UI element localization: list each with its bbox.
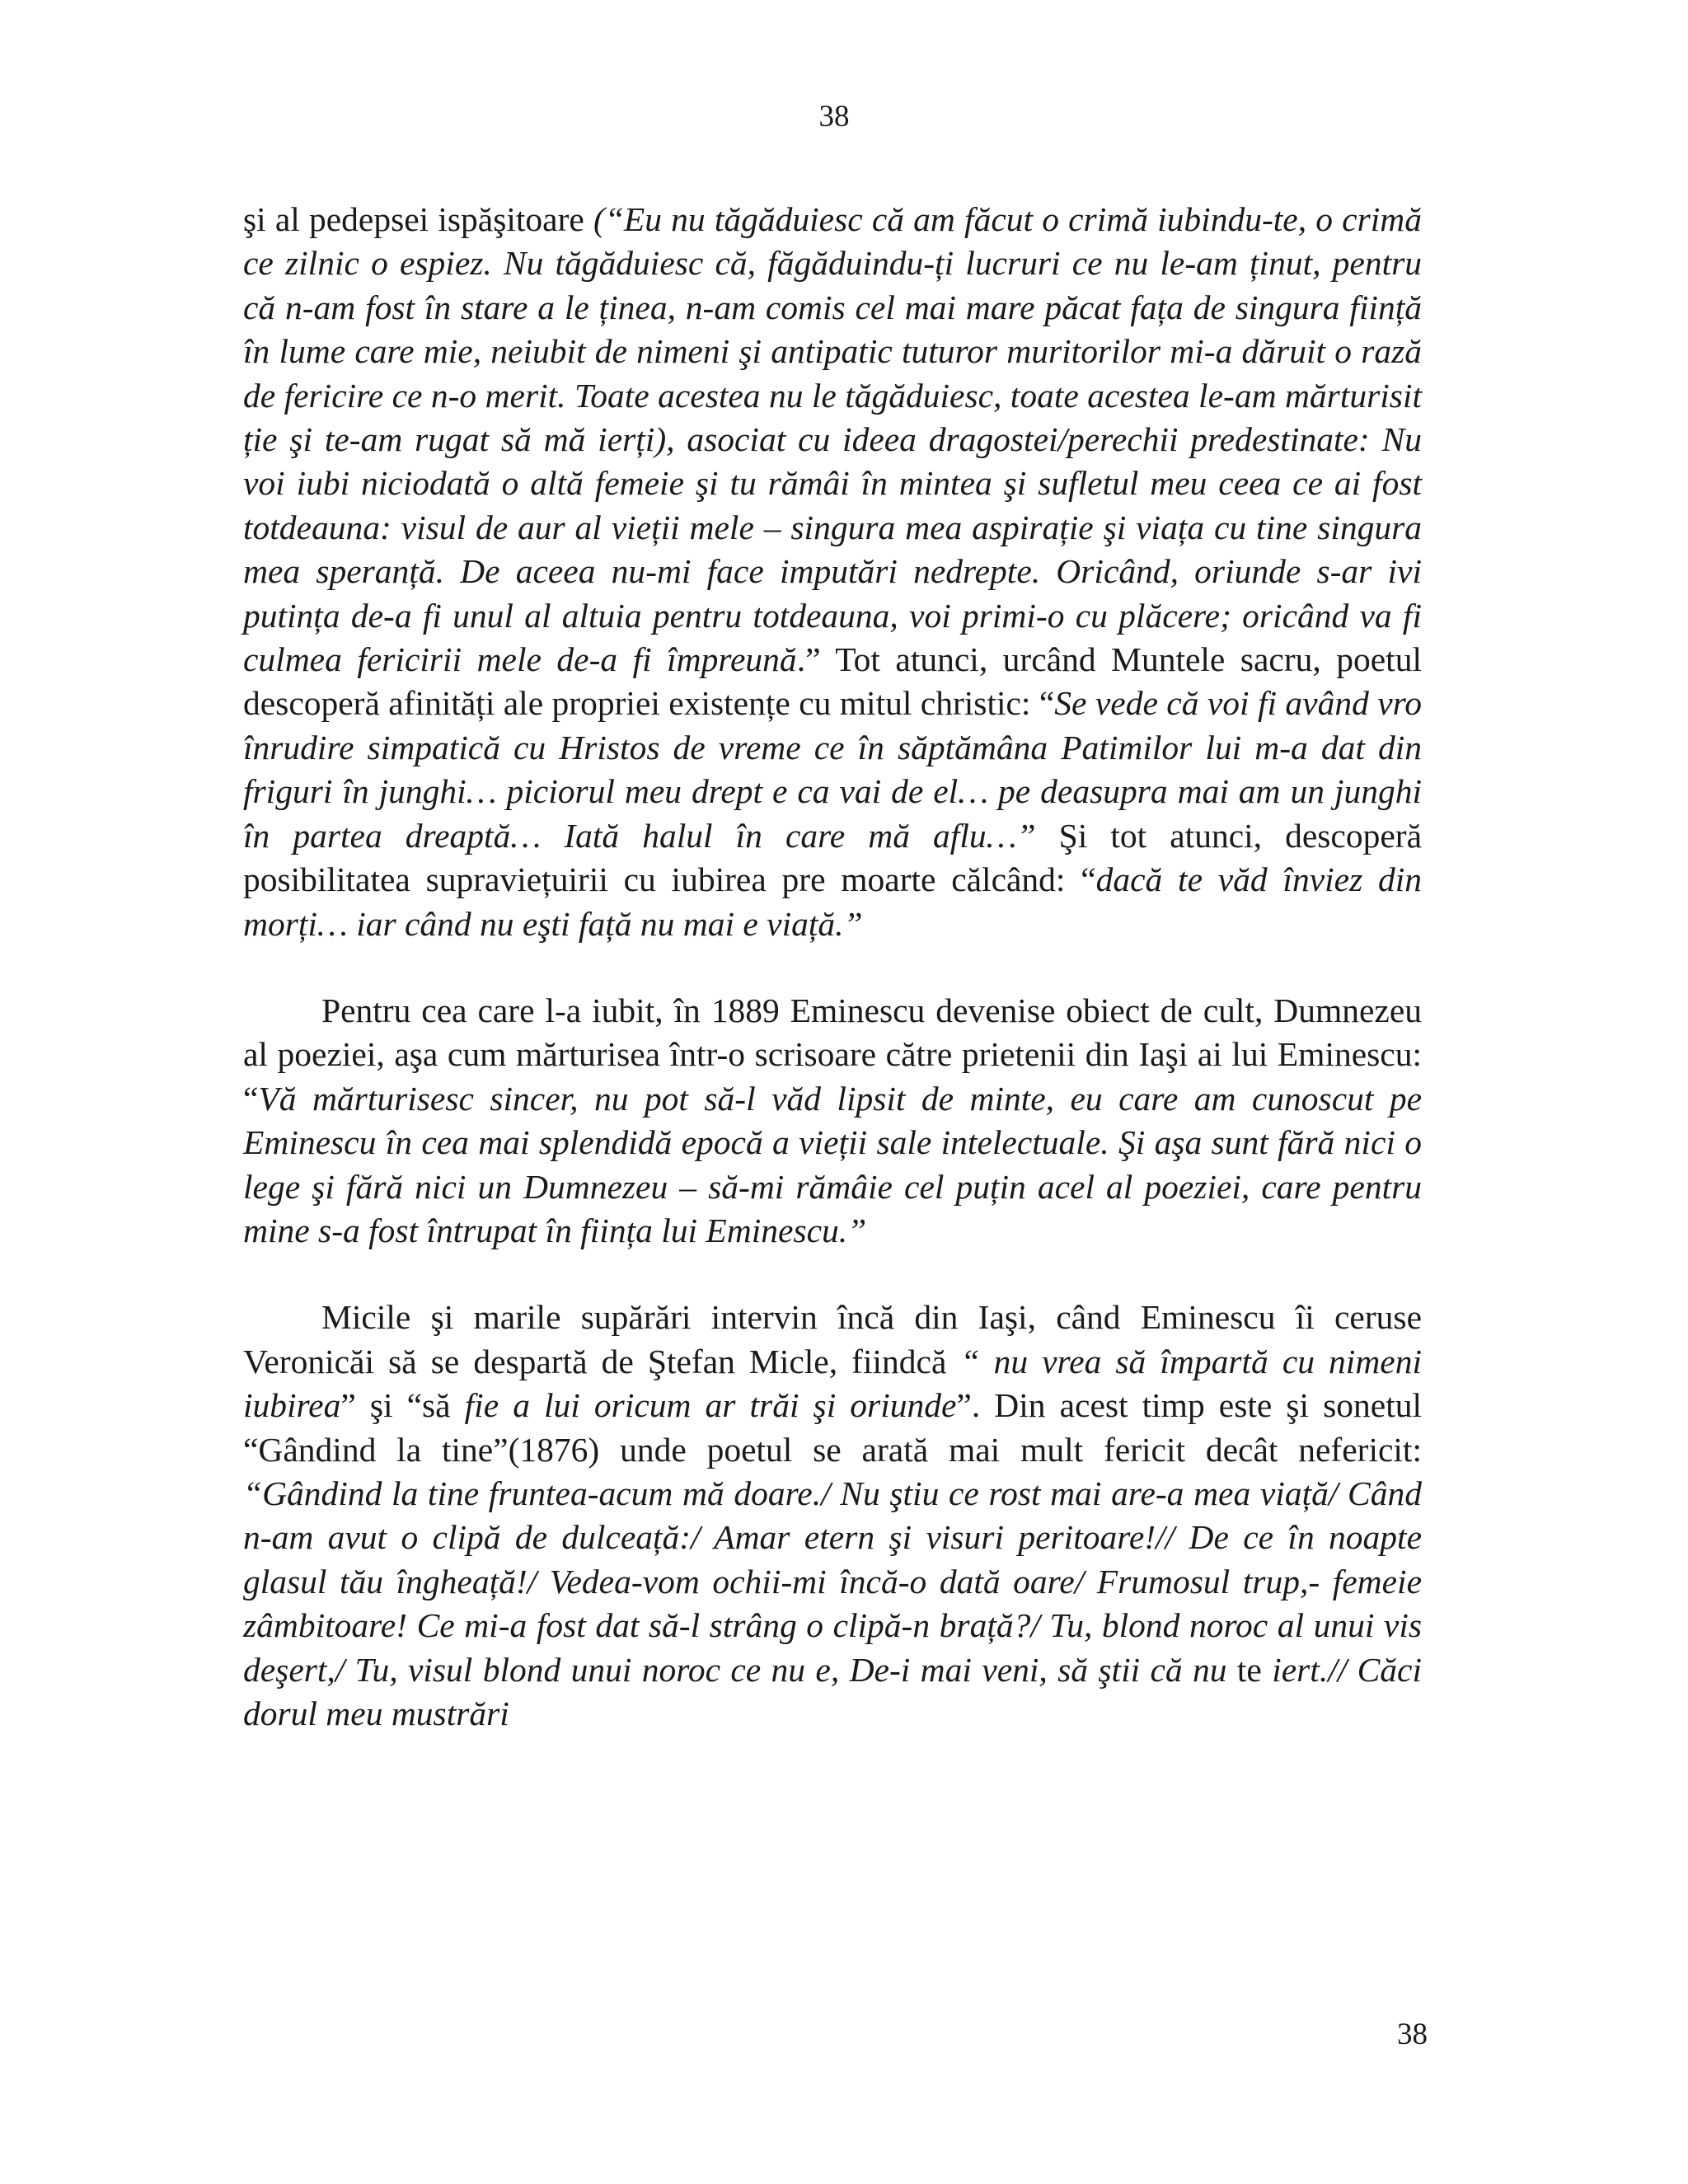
- text-run: ” şi “să: [340, 1386, 465, 1425]
- text-run: te: [1236, 1650, 1273, 1689]
- paragraph-2: [243, 989, 1422, 1253]
- text-run-italic: Vă mărturisesc sincer, nu pot să-l văd lipsit de minte, eu care am cunoscut pe Eminescu în cea mai splendidă epocă a vieții sale intelectuale. Şi aşa sunt fără nici o lege şi fără nici un Dumnezeu – să-mi rămâie cel puțin acel al poeziei, care pentru mine s-a fost întrupat în ființa lui Eminescu.”: [243, 1079, 1422, 1249]
- paragraph-1: [243, 198, 1422, 946]
- page-number-top: 38: [818, 100, 850, 134]
- text-run: .” Tot atunci, urcând Muntele sacru, poetul descoperă afinități ale propriei existențe cu mitul christic: “: [243, 640, 1422, 723]
- text-run: şi al pedepsei ispăşitoare: [243, 200, 593, 238]
- text-run-italic: “ nu vrea să împartă cu nimeni iubirea: [243, 1342, 1422, 1425]
- text-run-italic: iert.// Căci dorul meu mustrări: [243, 1650, 1422, 1732]
- text-run-italic: Se vede că voi fi având vro înrudire simpatică cu Hristos de vreme ce în săptămâna Patimilor lui m-a dat din friguri în junghi… piciorul meu drept e ca vai de el… pe deasupra mai am un junghi în partea dreaptă… Iată halul în care mă aflu…”: [243, 684, 1423, 855]
- text-run: Micile şi marile supărări intervin încă din Iaşi, când Eminescu îi ceruse Veronicăi să se despartă de Ştefan Micle, fiindcă: [243, 1298, 1422, 1380]
- page-number-bottom: 38: [1397, 2018, 1428, 2051]
- paragraph-3: [243, 1296, 1422, 1736]
- text-run: Şi tot atunci, descoperă posibilitatea supraviețuirii cu iubirea pre moarte călcând: “: [243, 816, 1423, 899]
- text-run-italic: fie a lui oricum ar trăi şi oriunde: [464, 1386, 957, 1425]
- text-run-italic: dacă te văd înviez din morți… iar când nu eşti față nu mai e viață.”: [243, 860, 1422, 943]
- text-run-italic: (“Eu nu tăgăduiesc că am făcut o crimă iubindu-te, o crimă ce zilnic o espiez. Nu tăgăduiesc că, făgăduindu-ți lucruri ce nu le-am ținut, pentru că n-am fost în stare a le ținea, n-am comis cel mai mare păcat fața de singura ființă în lume care mie, neiubit de nimeni şi antipatic tuturor muritorilor mi-a dăruit o rază de fericire ce n-o merit. Toate acestea nu le tăgăduiesc, toate acestea le-am mărturisit ție şi te-am rugat să mă ierți), asociat cu ideea dragostei/perechii predestinate: Nu voi iubi niciodată o altă femeie şi tu rămâi în mintea şi sufletul meu ceea ce ai fost totdeauna: visul de aur al vieții mele – singura mea aspirație şi viața cu tine singura mea speranță. De aceea nu-mi face imputări nedrepte. Oricând, oriunde s-ar ivi putința de-a fi unul al altuia pentru totdeauna, voi primi-o cu plăcere; oricând va fi culmea fericirii mele de-a fi împreună: [243, 200, 1423, 679]
- text-run: ”. Din acest timp este şi sonetul “Gândind la tine”(1876) unde poetul se arată mai mult fericit decât nefericit:: [243, 1386, 1423, 1469]
- text-run-italic: “Gândind la tine fruntea-acum mă doare./ Nu ştiu ce rost mai are-a mea viață/ Când n-am avut o clipă de dulceață:/ Amar etern şi visuri peritoare!// De ce în noapte glasul tău îngheață!/ Vedea-vom ochii-mi încă-o dată oare/ Frumosul trup,- femeie zâmbitoare! Ce mi-a fost dat să-l strâng o clipă-n brață?/ Tu, blond noroc al unui vis deşert,/ Tu, visul blond unui noroc ce nu e, De-i mai veni, să ştii că nu: [243, 1474, 1422, 1689]
- body-text: [243, 198, 1422, 1736]
- text-run: Pentru cea care l-a iubit, în 1889 Eminescu devenise obiect de cult, Dumnezeu al poeziei, aşa cum mărturisea într-o scrisoare către prietenii din Iaşi ai lui Eminescu: “: [243, 991, 1422, 1118]
